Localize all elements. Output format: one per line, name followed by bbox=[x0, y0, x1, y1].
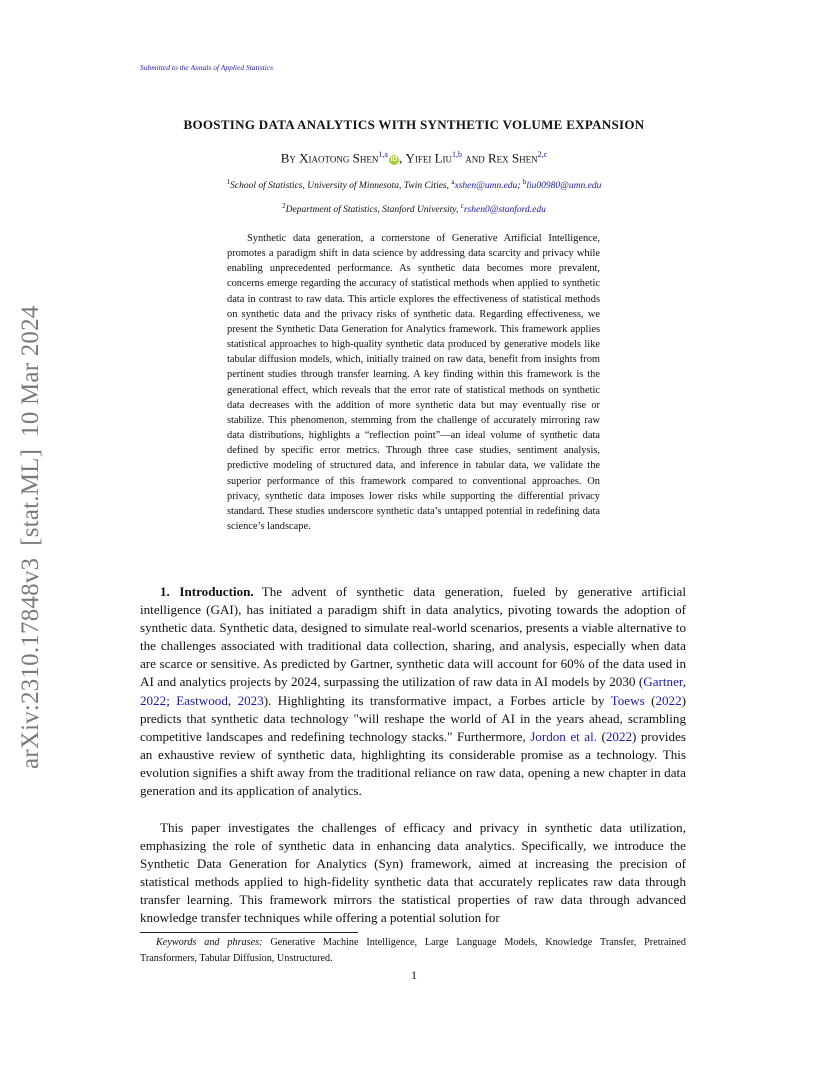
citation-link[interactable]: 2022 bbox=[655, 692, 682, 708]
email-link[interactable]: liu00980@umn.edu bbox=[526, 181, 602, 192]
text-run: ) predicts that synthetic data technology "will reshape the world of AI in the years ahead, scrambling competitive landscapes and redefining technology stacks." Furthermore, bbox=[140, 692, 687, 744]
page-number: 1 bbox=[411, 968, 417, 982]
email-marker: b bbox=[522, 178, 527, 186]
arxiv-date: 10 Mar 2024 bbox=[17, 305, 44, 437]
affiliation-text: School of Statistics, University of Minnesota, Twin Cities, bbox=[230, 181, 449, 192]
by-label: By bbox=[280, 150, 296, 166]
affiliation-2 bbox=[0, 202, 828, 215]
affiliation-number: 2 bbox=[282, 202, 286, 210]
email-link[interactable]: xshen@umn.edu bbox=[454, 181, 518, 192]
text-run: ). Highlighting its transformative impact, a Forbes article by bbox=[263, 692, 611, 708]
journal-header[interactable]: Submitted to the Annals of Applied Statistics bbox=[140, 63, 274, 72]
citation-link[interactable]: 2023 bbox=[237, 692, 264, 708]
arxiv-category: [stat.ML] bbox=[17, 448, 44, 546]
author-line bbox=[0, 150, 828, 166]
author-name: Xiaotong Shen bbox=[299, 150, 379, 166]
and-label: and bbox=[465, 150, 485, 166]
footnote-rule bbox=[140, 932, 358, 933]
text-run: ( bbox=[644, 692, 656, 708]
intro-paragraph bbox=[140, 583, 686, 800]
affiliation-number: 1 bbox=[226, 178, 231, 186]
affiliation-text: Department of Statistics, Stanford University, bbox=[285, 205, 459, 216]
keywords-text: Generative Machine Intelligence, Large Language Models, Knowledge Transfer, Pretrained Transformers, Tabular Diffusion, Unstructured. bbox=[140, 937, 687, 964]
text-run: , bbox=[682, 674, 686, 690]
author-superscript[interactable]: 1,b bbox=[452, 150, 463, 159]
email-link[interactable]: rshen0@stanford.edu bbox=[463, 205, 546, 216]
citation-link[interactable]: 2022 bbox=[605, 728, 633, 744]
text-run: ) provides an exhaustive review of synthetic data, highlighting its considerable promise as a technology. This evolution signifies a shift away from the traditional reliance on raw data, opening a new chapter in data generation and its application of analytics. bbox=[140, 728, 686, 799]
citation-link[interactable]: Eastwood bbox=[176, 692, 228, 708]
arxiv-id[interactable]: arXiv:2310.17848v3 bbox=[17, 557, 44, 769]
author-superscript[interactable]: 2,c bbox=[537, 150, 548, 159]
author-superscript[interactable]: 1,a bbox=[378, 150, 388, 159]
arxiv-stamp bbox=[17, 269, 45, 769]
email-marker: a bbox=[451, 178, 455, 186]
citation-link[interactable]: Gartner bbox=[643, 674, 683, 690]
author-name: Rex Shen bbox=[488, 150, 538, 166]
text-run: The advent of synthetic data generation, fueled by generative artificial intelligence (GAI), has initiated a paradigm shift in data analytics, pivoting towards the adoption of synthetic data. Synthetic data, designed to simulate real-world scenarios, presents a viable alternative to the challenges associated with traditional data collection, sharing, and analysis, especially when data are scarce or sensitive. As predicted by Gartner, synthetic data will account for 60% of the data used in AI and analytics projects by 2024, surpassing the utilization of raw data in AI models by 2030 ( bbox=[140, 584, 686, 690]
email-separator: ; bbox=[517, 181, 521, 192]
text-run: ( bbox=[596, 728, 606, 744]
keywords-footnote bbox=[140, 935, 686, 966]
orcid-icon[interactable]: iD bbox=[390, 156, 398, 164]
affiliation-1 bbox=[0, 178, 828, 191]
text-run: ; bbox=[166, 692, 177, 708]
paper-title: BOOSTING DATA ANALYTICS WITH SYNTHETIC VOLUME EXPANSION bbox=[183, 117, 645, 132]
citation-link[interactable]: Toews bbox=[610, 692, 645, 708]
keywords-label: Keywords and phrases: bbox=[156, 937, 263, 948]
citation-link[interactable]: Jordon et al. bbox=[530, 728, 597, 744]
author-name: Yifei Liu bbox=[405, 150, 453, 166]
author-separator: , bbox=[398, 150, 403, 166]
section-heading: 1. Introduction. bbox=[160, 584, 254, 599]
abstract: Synthetic data generation, a cornerstone of Generative Artificial Intelligence, promotes a paradigm shift in data science by addressing data scarcity and privacy while enabling unprecedented performance. As synthetic data becomes more prevalent, concerns emerge regarding the accuracy of statistical methods when applied to synthetic data in contrast to raw data. This article explores the effectiveness of statistical methods on synthetic data and the privacy risks of synthetic data. Regarding effectiveness, we present the Synthetic Data Generation for Analytics framework. This framework applies statistical approaches to high-quality synthetic data produced by generative models like tabular diffusion models, which, initially trained on raw data, benefit from insights from pertinent studies through transfer learning. A key finding within this framework is the generational effect, which reveals that the error rate of statistical methods on synthetic data decreases with the addition of more synthetic data but may eventually rise or stabilize. This phenomenon, stemming from the challenge of accurately mirroring raw data distributions, highlights a “reflection point”—an ideal volume of synthetic data defined by specific error metrics. Through three case studies, sentiment analysis, predictive modeling of structured data, and inference in tabular data, we validate the superior performance of this framework compared to conventional approaches. On privacy, synthetic data imposes lower risks while supporting the differential privacy standard. These studies underscore synthetic data’s untapped potential in redefining data science’s landscape. bbox=[227, 233, 600, 532]
text-run: , bbox=[227, 692, 238, 708]
citation-link[interactable]: 2022 bbox=[140, 692, 167, 708]
email-marker: c bbox=[460, 202, 464, 210]
intro-paragraph: This paper investigates the challenges of efficacy and privacy in synthetic data utilization, emphasizing the role of synthetic data in enhancing data analytics. Specifically, we introduce the Synthetic Data Generation for Analytics (Syn) framework, aimed at increasing the precision of statistical methods applied to high-fidelity synthetic data that accurately replicates raw data through transfer learning. This framework mirrors the statistical properties of raw data through advanced knowledge transfer techniques while offering a potential solution for bbox=[140, 820, 686, 926]
